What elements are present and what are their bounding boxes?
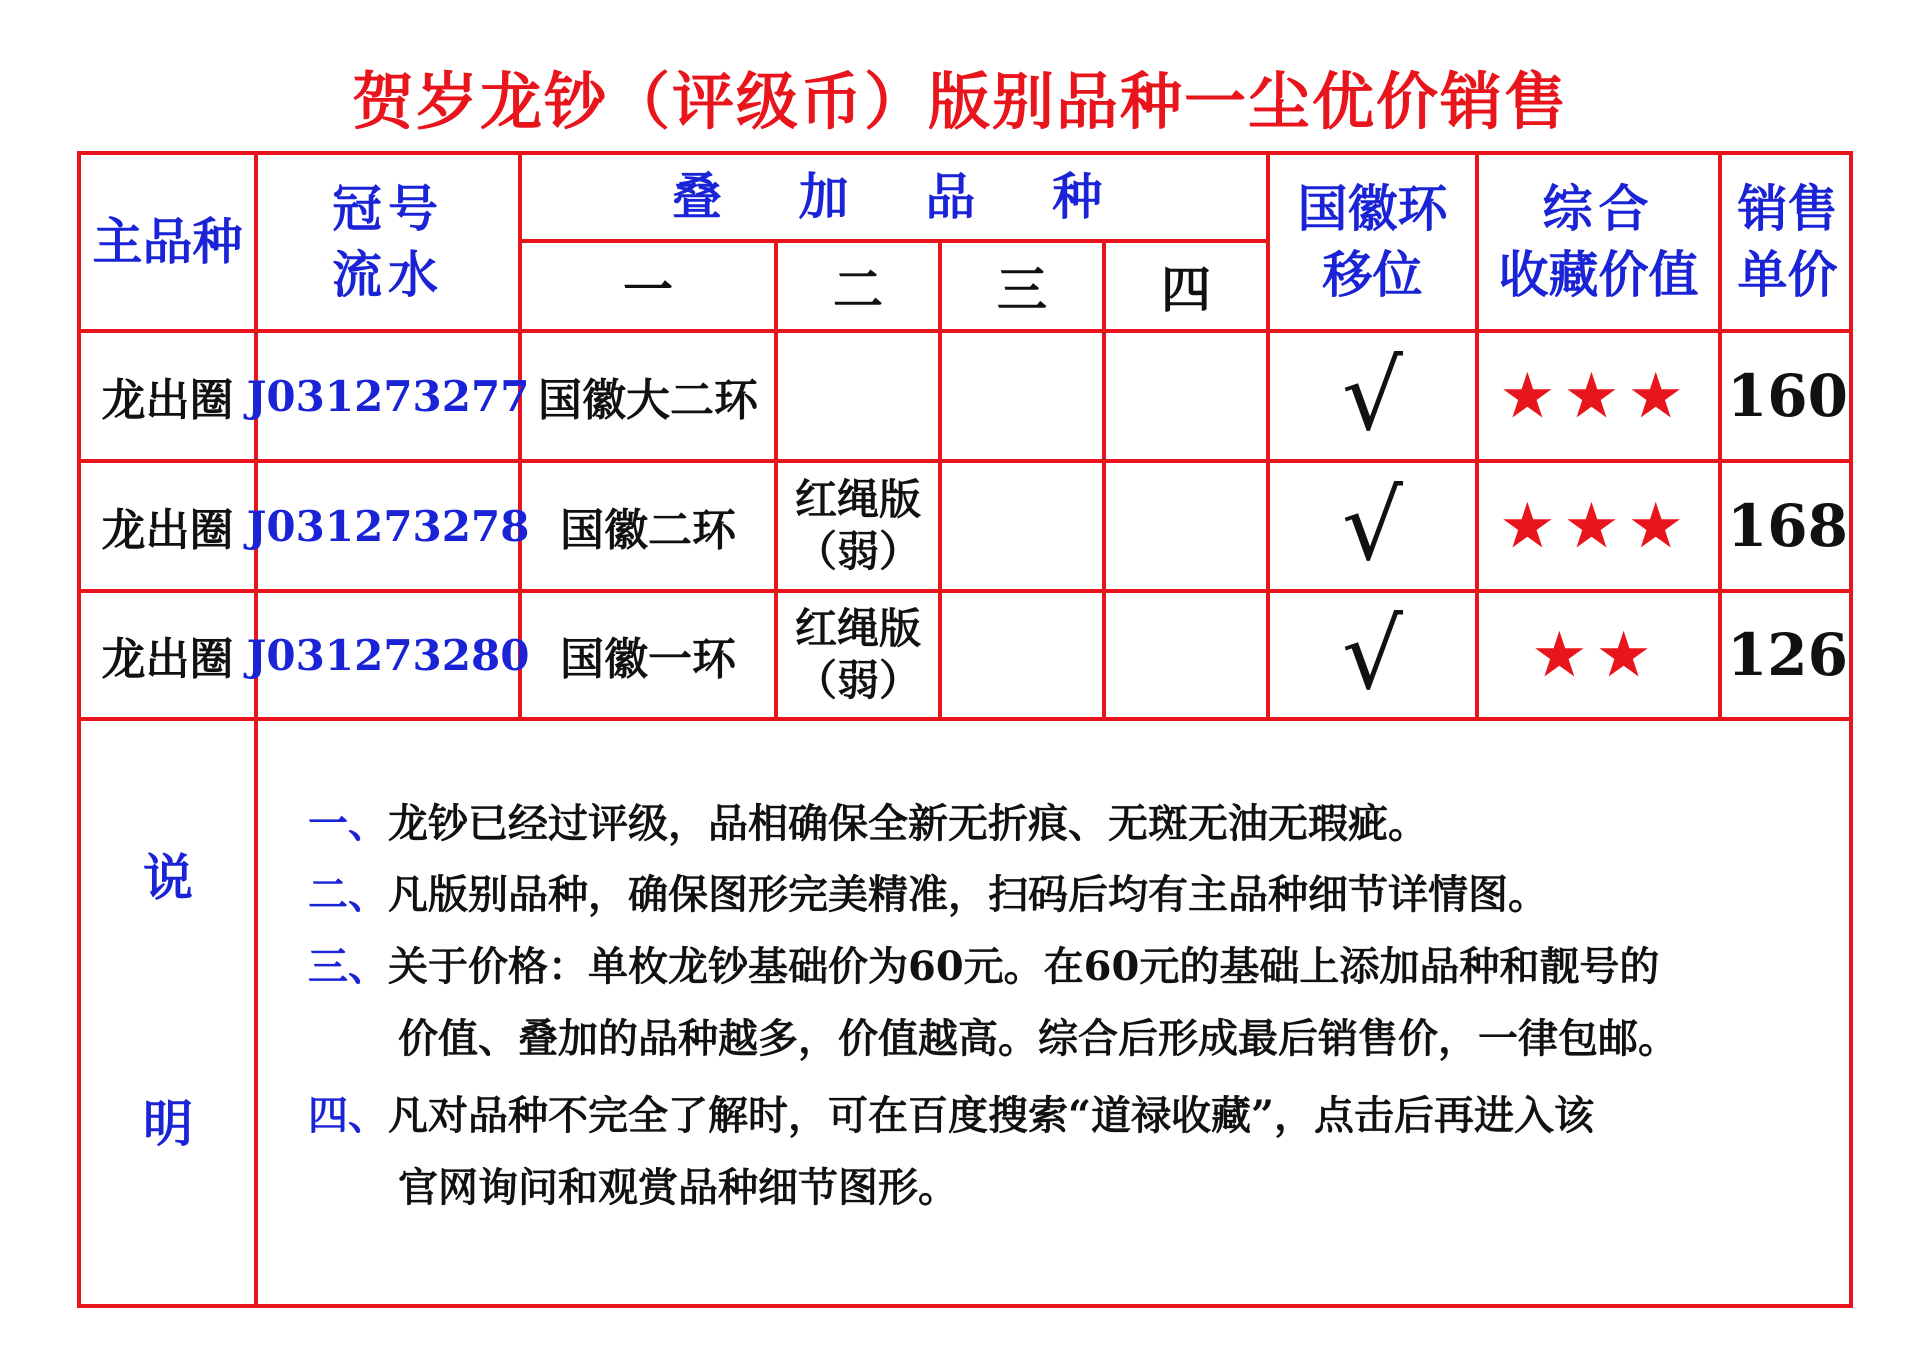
header-overlay-variety: 叠 加 品 种 [671, 167, 1117, 226]
header-main-variety: 主品种 [92, 212, 243, 271]
row2-star-rating: ★★★ [1502, 493, 1695, 559]
row1-main-variety: 龙出圈 [101, 375, 234, 426]
page-title: 贺岁龙钞（评级币）版别品种一尘优价销售 [351, 65, 1568, 138]
header-overlay-2: 二 [833, 260, 883, 319]
notes-label-1: 说 [143, 848, 193, 907]
row1-overlay-3 [942, 333, 1102, 459]
row2-main-variety: 龙出圈 [101, 505, 234, 556]
header-unit-price: 销售 单价 [1737, 179, 1838, 304]
row3-overlay-2: 红绳版 （弱） [794, 604, 921, 705]
row1-price: 160 [1726, 362, 1849, 430]
row2-overlay-4 [1106, 463, 1266, 589]
note-item-4 [308, 1084, 1594, 1141]
note-item-3-cont [398, 1007, 1678, 1064]
row2-overlay-2: 红绳版 （弱） [794, 475, 921, 576]
row2-serial: J031273278 [246, 501, 530, 551]
row3-price: 126 [1726, 621, 1849, 689]
header-overlay-1: 一 [623, 260, 673, 319]
row1-overlay-2 [778, 333, 938, 459]
row1-star-rating: ★★★ [1502, 363, 1695, 429]
note-item-3 [308, 935, 1659, 992]
note-text: 凡对品种不完全了解时，可在百度搜索“道禄收藏”，点击后再进入该 [388, 1092, 1595, 1139]
note-text: 官网询问和观赏品种细节图形。 [398, 1164, 958, 1211]
row1-serial: J031273277 [246, 371, 530, 421]
row2-overlay-3 [942, 463, 1102, 589]
header-collection-value: 综合 收藏价值 [1498, 179, 1699, 304]
row3-star-rating: ★★ [1534, 622, 1663, 688]
note-text: 价值、叠加的品种越多，价值越高。综合后形成最后销售价，一律包邮。 [398, 1015, 1678, 1062]
note-text: 龙钞已经过评级，品相确保全新无折痕、无斑无油无瑕疵。 [388, 800, 1428, 847]
row2-overlay-1: 国徽二环 [560, 505, 736, 556]
note-number: 一、 [308, 800, 388, 847]
note-number: 三、 [308, 943, 388, 990]
row3-overlay-3 [942, 593, 1102, 717]
row3-main-variety: 龙出圈 [101, 634, 234, 685]
note-item-4-cont [398, 1156, 958, 1213]
note-text: 关于价格：单枚龙钞基础价为60元。在60元的基础上添加品种和靓号的 [388, 943, 1660, 990]
grid-line [77, 717, 1853, 721]
note-item-1 [308, 792, 1428, 849]
row3-check-icon: √ [1341, 599, 1404, 711]
header-emblem-shift: 国徽环 移位 [1297, 179, 1448, 304]
header-serial: 冠号 流水 [332, 179, 444, 304]
row2-price: 168 [1726, 492, 1849, 560]
header-overlay-3: 三 [997, 260, 1047, 319]
row1-check-icon: √ [1341, 340, 1404, 452]
notes-label-2: 明 [143, 1094, 193, 1153]
note-text: 凡版别品种，确保图形完美精准，扫码后均有主品种细节详情图。 [388, 871, 1548, 918]
row1-overlay-4 [1106, 333, 1266, 459]
row1-overlay-1: 国徽大二环 [538, 375, 758, 426]
note-number: 二、 [308, 871, 388, 918]
row2-check-icon: √ [1341, 470, 1404, 582]
note-item-2 [308, 863, 1548, 920]
header-overlay-4: 四 [1161, 260, 1211, 319]
note-number: 四、 [308, 1092, 388, 1139]
row3-overlay-1: 国徽一环 [560, 634, 736, 685]
row3-overlay-4 [1106, 593, 1266, 717]
row3-serial: J031273280 [246, 630, 530, 680]
